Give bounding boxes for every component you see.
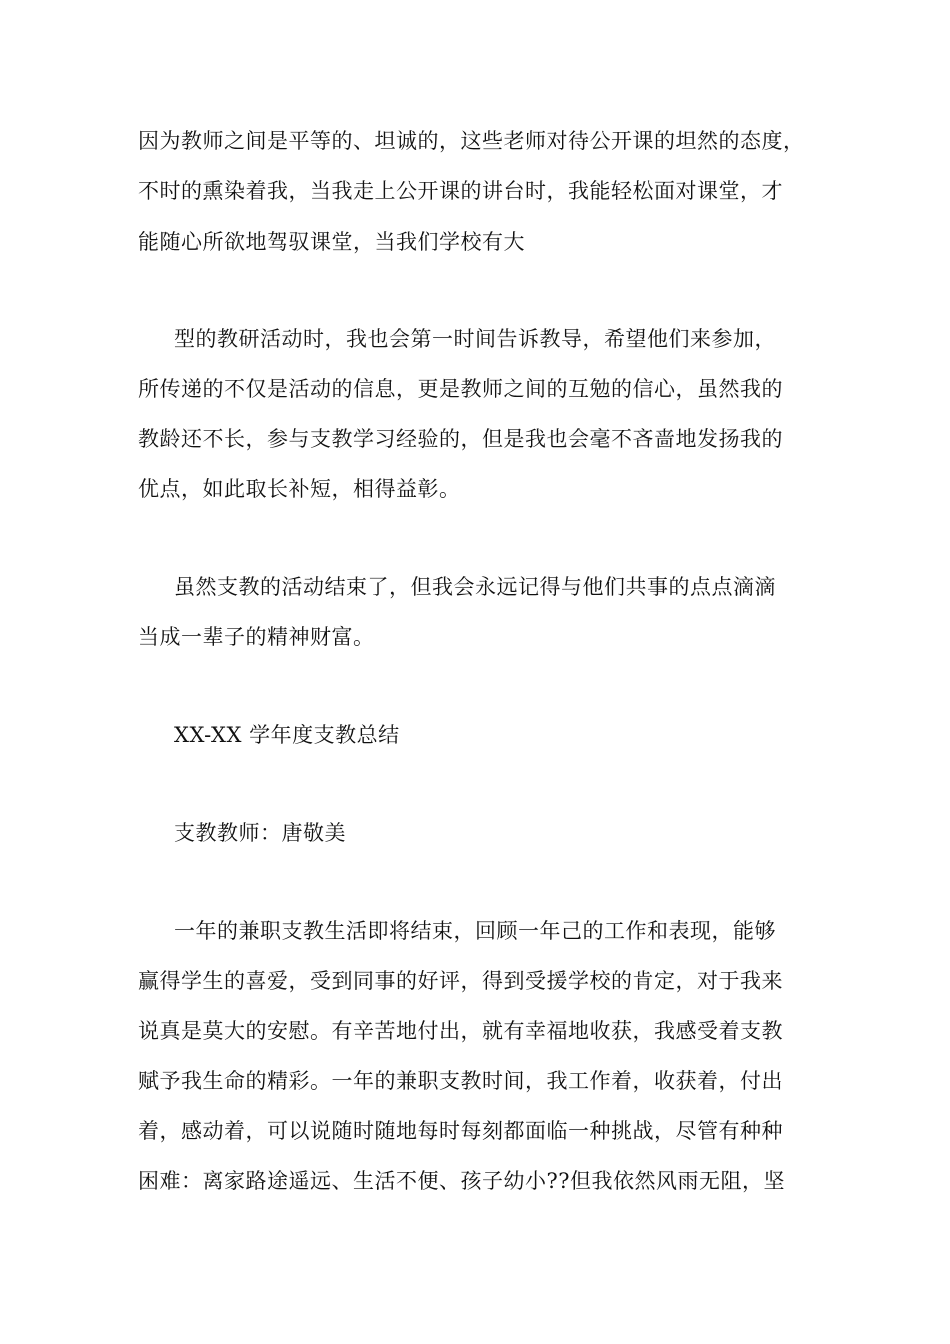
paragraph-4-line-4: 赋予我生命的精彩。一年的兼职支教时间，我工作着，收获着，付出	[138, 1069, 783, 1093]
paragraph-3-line-2: 当成一辈子的精神财富。	[138, 625, 375, 649]
paragraph-2-line-3: 教龄还不长，参与支教学习经验的，但是我也会毫不吝啬地发扬我的	[138, 427, 783, 451]
paragraph-4-line-2: 赢得学生的喜爱，受到同事的好评，得到受援学校的肯定，对于我来	[138, 969, 783, 993]
paragraph-1-line-2: 不时的熏染着我，当我走上公开课的讲台时，我能轻松面对课堂，才	[138, 179, 783, 203]
paragraph-2-line-2: 所传递的不仅是活动的信息，更是教师之间的互勉的信心，虽然我的	[138, 377, 783, 401]
teacher-line: 支教教师：唐敬美	[174, 821, 346, 845]
paragraph-2-line-4: 优点，如此取长补短，相得益彰。	[138, 477, 461, 501]
paragraph-4-line-5: 着，感动着，可以说随时随地每时每刻都面临一种挑战，尽管有种种	[138, 1119, 783, 1143]
paragraph-1-line-1: 因为教师之间是平等的、坦诚的，这些老师对待公开课的坦然的态度，	[138, 129, 805, 153]
paragraph-3-line-1: 虽然支教的活动结束了，但我会永远记得与他们共事的点点滴滴	[174, 575, 776, 599]
paragraph-4-line-6: 困难：离家路途遥远、生活不便、孩子幼小??但我依然风雨无阻，坚	[138, 1169, 786, 1193]
paragraph-4-line-3: 说真是莫大的安慰。有辛苦地付出，就有幸福地收获，我感受着支教	[138, 1019, 783, 1043]
document-title: XX-XX 学年度支教总结	[174, 723, 400, 747]
paragraph-4-line-1: 一年的兼职支教生活即将结束，回顾一年己的工作和表现，能够	[174, 919, 776, 943]
paragraph-1-line-3: 能随心所欲地驾驭课堂，当我们学校有大	[138, 230, 525, 254]
paragraph-2-line-1: 型的教研活动时，我也会第一时间告诉教导，希望他们来参加，	[174, 327, 776, 351]
